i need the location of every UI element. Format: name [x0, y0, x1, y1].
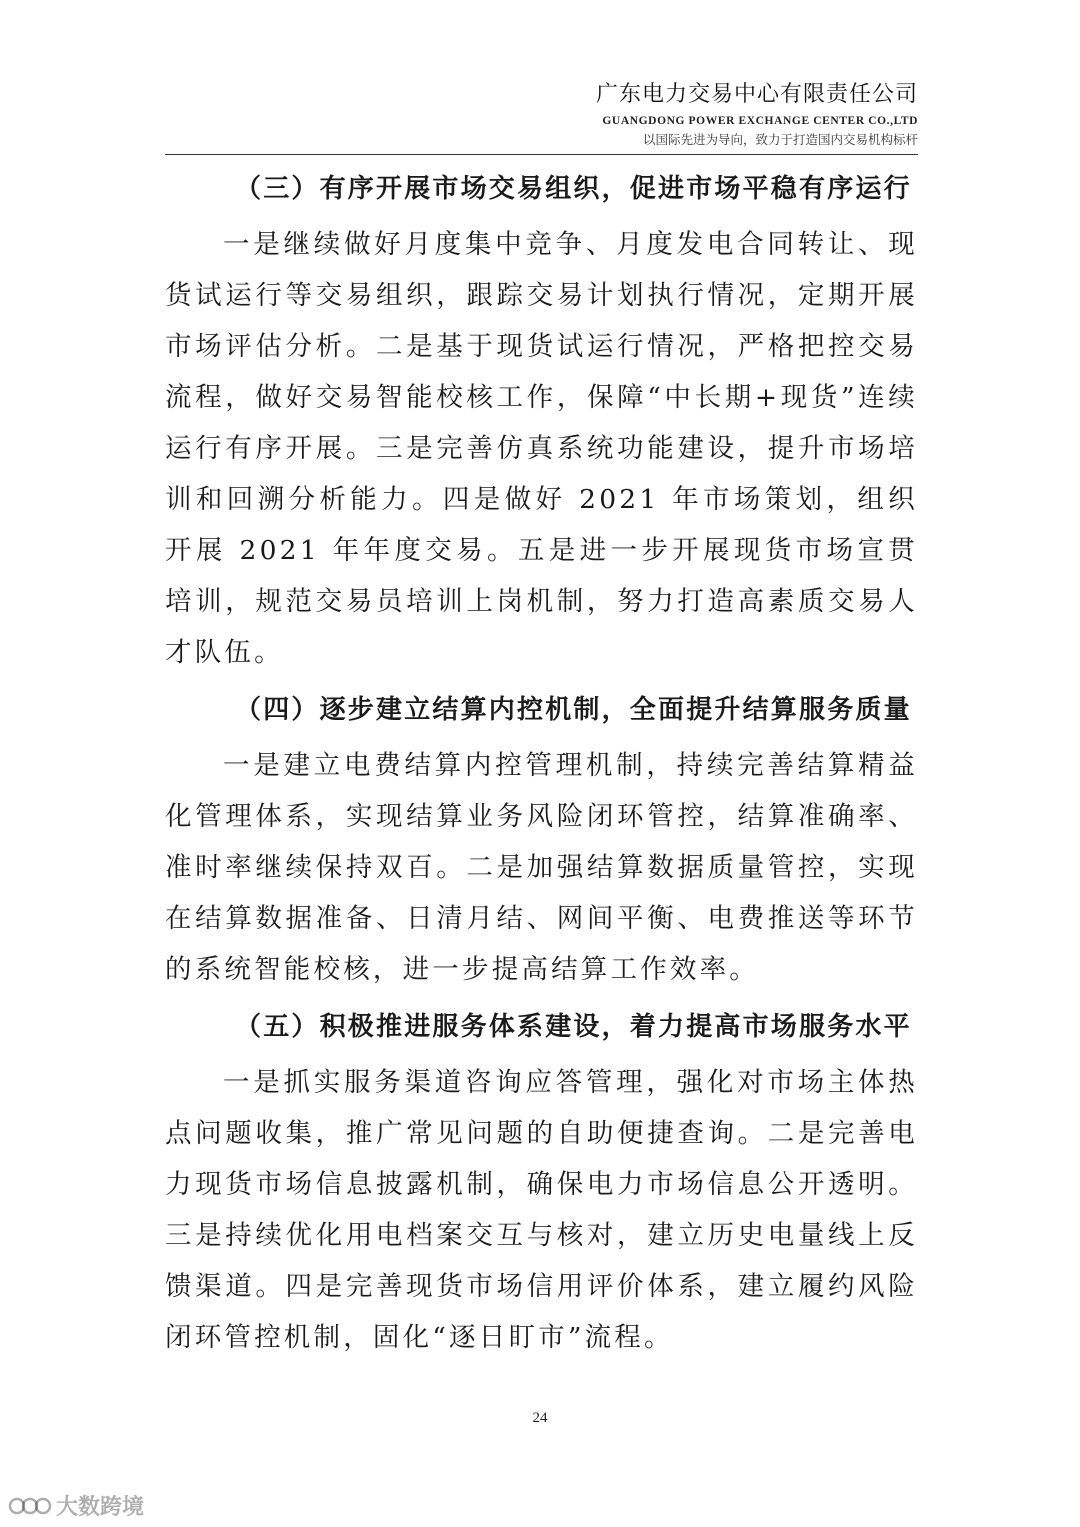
organization-name-english: GUANGDONG POWER EXCHANGE CENTER CO.,LTD	[602, 115, 918, 127]
section-paragraph-5: 一是抓实服务渠道咨询应答管理，强化对市场主体热点问题收集，推广常见问题的自助便捷查询。二是完善电力现货市场信息披露机制，确保电力市场信息公开透明。三是持续优化用电档案交互与核对，建立历史电量线上反馈渠道。四是完善现货市场信用评价体系，建立履约风险闭环管控机制，固化“逐日盯市”流程。	[165, 1067, 918, 1353]
organization-name: 广东电力交易中心有限责任公司	[595, 82, 918, 107]
watermark-text: 大数跨境	[56, 1495, 145, 1520]
document-body	[165, 163, 918, 1369]
document-header	[165, 80, 918, 150]
organization-slogan: 以国际先进为导向，致力于打造国内交易机构标杆	[642, 132, 918, 147]
watermark	[8, 1490, 144, 1521]
section-heading-5: （五）积极推进服务体系建设，着力提高市场服务水平	[235, 1012, 912, 1042]
header-divider	[165, 154, 918, 155]
section-paragraph-3: 一是继续做好月度集中竞争、月度发电合同转让、现货试运行等交易组织，跟踪交易计划执行情况，定期开展市场评估分析。二是基于现货试运行情况，严格把控交易流程，做好交易智能校核工作，保障“中长期+现货”连续运行有序开展。三是完善仿真系统功能建设，提升市场培训和回溯分析能力。四是做好 2021 年市场策划，组织开展 2021 年年度交易。五是进一步开展现货市场宣贯培训，规范交易员培训上岗机制，努力打造高素质交易人才队伍。	[165, 229, 918, 668]
section-paragraph-4: 一是建立电费结算内控管理机制，持续完善结算精益化管理体系，实现结算业务风险闭环管控，结算准确率、准时率继续保持双百。二是加强结算数据质量管控，实现在结算数据准备、日清月结、网间平衡、电费推送等环节的系统智能校核，进一步提高结算工作效率。	[165, 750, 918, 985]
section-heading-3: （三）有序开展市场交易组织，促进市场平稳有序运行	[235, 174, 912, 204]
section-heading-4: （四）逐步建立结算内控机制，全面提升结算服务质量	[235, 695, 912, 725]
brand-logo-icon	[8, 1493, 52, 1519]
page-number: 24	[532, 1410, 548, 1426]
